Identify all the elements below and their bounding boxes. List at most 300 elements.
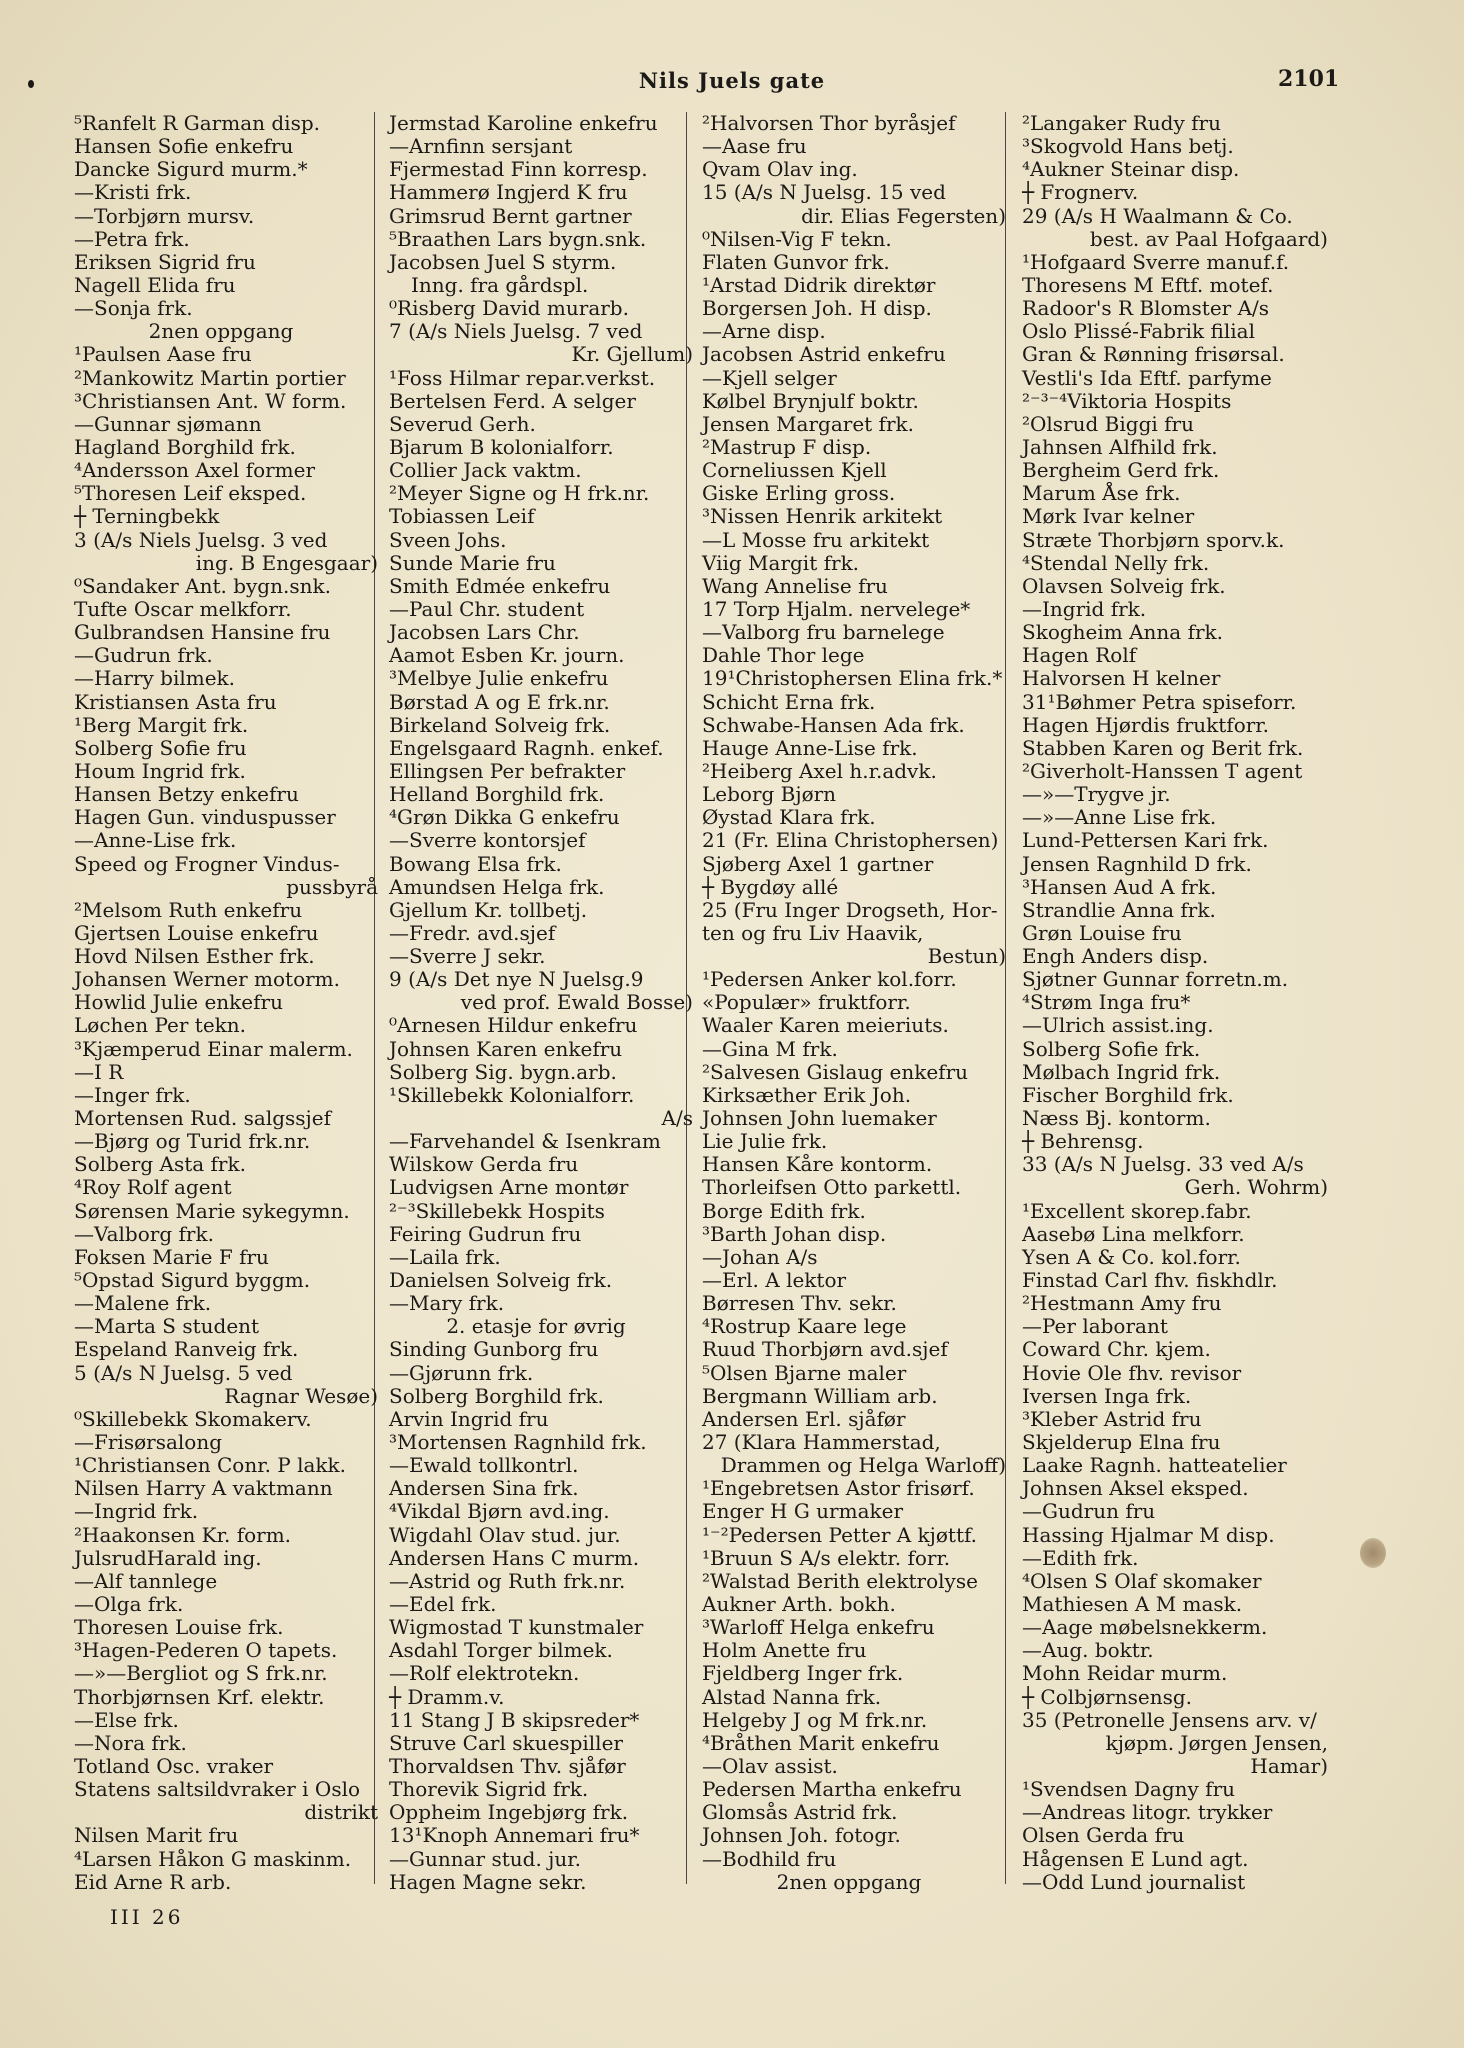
directory-entry: —Aase fru [702,135,807,159]
directory-entry: Coward Chr. kjem. [1022,1338,1211,1362]
directory-entry: Smith Edmée enkefru [389,574,611,598]
directory-entry: Solberg Borghild frk. [389,1384,604,1408]
directory-entry: Bertelsen Ferd. A selger [389,389,636,413]
directory-entry: 3 (A/s Niels Juelsg. 3 ved [74,528,328,552]
directory-entry: ²Walstad Berith elektrolyse [702,1569,978,1593]
paper-stain [1360,1538,1386,1568]
directory-entry: Lund-Pettersen Kari frk. [1022,829,1269,853]
printer-signature: III 26 [110,1905,184,1929]
directory-entry: —Mary frk. [389,1292,505,1316]
directory-entry: —Gina M frk. [702,1037,838,1061]
directory-entry: —Kjell selger [702,366,837,390]
directory-entry: —Sverre J sekr. [389,945,546,969]
directory-entry: Thorleifsen Otto parkettl. [702,1176,962,1200]
directory-entry: Sinding Gunborg fru [389,1338,599,1362]
directory-entry: dir. Elias Fegersten) [801,204,1006,228]
directory-entry: Gran & Rønning frisørsal. [1022,343,1285,367]
directory-entry: ing. B Engesgaar) [195,551,378,575]
directory-entry: —Kristi frk. [74,181,192,205]
directory-entry: —Gunnar sjømann [74,412,262,436]
directory-entry: 15 (A/s N Juelsg. 15 ved [702,181,946,205]
directory-entry: ┼ Dramm.v. [389,1685,505,1709]
directory-entry: —Petra frk. [74,227,190,251]
directory-entry: ⁴Larsen Håkon G maskinm. [74,1847,352,1871]
directory-entry: Thoresen Louise frk. [74,1616,284,1640]
directory-entry: Laake Ragnh. hatteatelier [1022,1454,1287,1478]
directory-entry: ¹Pedersen Anker kol.forr. [702,968,957,992]
directory-entry: Finstad Carl fhv. fiskhdlr. [1022,1269,1278,1293]
directory-entry: Drammen og Helga Warloff) [720,1454,1006,1478]
directory-entry: —I R [74,1060,124,1084]
directory-entry: Asdahl Torger bilmek. [389,1639,613,1663]
directory-entry: ²Heiberg Axel h.r.advk. [702,759,937,783]
directory-entry: Wigdahl Olav stud. jur. [389,1523,621,1547]
directory-entry: Halvorsen H kelner [1022,667,1221,691]
directory-entry: Hansen Kåre kontorm. [702,1153,933,1177]
directory-entry: Stabben Karen og Berit frk. [1022,736,1304,760]
directory-entry: ³Kjæmperud Einar malerm. [74,1037,353,1061]
directory-entry: Thorvaldsen Thv. sjåfør [389,1754,626,1778]
directory-entry: ³Nissen Henrik arkitekt [702,505,943,529]
directory-entry: 2. etasje for øvrig [446,1315,626,1339]
directory-entry: Jacobsen Juel S styrm. [389,250,617,274]
directory-entry: Hammerø Ingjerd K fru [389,181,628,205]
directory-entry: Hovd Nilsen Esther frk. [74,945,315,969]
directory-entry: —»—Trygve jr. [1022,783,1171,807]
directory-entry: —Erl. A lektor [702,1269,847,1293]
directory-entry: ¹Berg Margit frk. [74,713,249,737]
directory-entry: Thorevik Sigrid frk. [389,1778,589,1802]
directory-entry: 13¹Knoph Annemari fru* [389,1824,640,1848]
directory-entry: Gjertsen Louise enkefru [74,921,319,945]
directory-entry: —Arnfinn sersjant [389,135,573,159]
directory-entry: Ludvigsen Arne montør [389,1176,629,1200]
directory-entry: —Edel frk. [389,1593,497,1616]
directory-entry: ⁵Olsen Bjarne maler [702,1361,907,1385]
directory-column-3 [690,112,1008,1892]
directory-entry: —Laila frk. [389,1245,501,1269]
directory-entry: —Bjørg og Turid frk.nr. [74,1130,311,1154]
directory-entry: Oppheim Ingebjørg frk. [389,1801,629,1825]
directory-entry: 9 (A/s Det nye N Juelsg.9 [389,968,644,992]
directory-entry: Gjellum Kr. tollbetj. [389,898,588,922]
directory-entry: Enger H G urmaker [702,1500,904,1524]
directory-entry: Hagen Magne sekr. [389,1870,587,1894]
directory-entry: Amundsen Helga frk. [389,875,605,899]
directory-entry: ¹Skillebekk Kolonialforr. [389,1083,635,1107]
directory-entry: ⁴Andersson Axel former [74,459,316,483]
directory-entry: Strandlie Anna frk. [1022,898,1216,922]
directory-entry: —Alf tannlege [74,1569,218,1593]
directory-entry: Holm Anette fru [702,1639,867,1663]
directory-entry: ²Melsom Ruth enkefru [74,898,303,922]
directory-entry: Hagen Hjørdis fruktforr. [1022,713,1270,737]
directory-entry: ¹Foss Hilmar repar.verkst. [389,366,656,390]
directory-entry: Vestli's Ida Eftf. parfyme [1022,366,1272,390]
directory-entry: —Ingrid frk. [1022,597,1147,621]
directory-entry: Solberg Sofie frk. [1022,1037,1201,1061]
directory-entry: Totland Osc. vraker [74,1754,274,1778]
directory-entry: —Gjørunn frk. [389,1361,534,1385]
directory-entry: ²Giverholt-Hanssen T agent [1022,759,1303,783]
directory-entry: —Malene frk. [74,1292,212,1316]
directory-entry: Nilsen Harry A vaktmann [74,1477,333,1501]
directory-entry: Alstad Nanna frk. [702,1685,882,1709]
directory-entry: ⁵Braathen Lars bygn.snk. [389,227,647,251]
directory-entry: Espeland Ranveig frk. [74,1338,299,1362]
directory-entry: Solberg Sig. bygn.arb. [389,1060,617,1084]
directory-entry: —Astrid og Ruth frk.nr. [389,1569,626,1593]
directory-entry: Lie Julie frk. [702,1130,828,1154]
directory-entry: —»—Anne Lise frk. [1022,806,1217,830]
directory-entry: ⁵Thoresen Leif eksped. [74,482,307,506]
directory-entry: Tufte Oscar melkforr. [74,597,292,621]
directory-entry: Jacobsen Lars Chr. [389,621,580,645]
directory-entry: Fjermestad Finn korresp. [389,158,648,182]
directory-entry: ²⁻³⁻⁴Viktoria Hospits [1022,389,1232,413]
directory-entry: A/s [661,1107,693,1131]
directory-entry: Schwabe-Hansen Ada frk. [702,713,965,737]
directory-column-4 [1010,112,1330,1892]
directory-entry: Radoor's R Blomster A/s [1022,297,1270,321]
directory-entry: ⁰Skillebekk Skomakerv. [74,1407,312,1431]
directory-entry: ten og fru Liv Haavik, [702,921,924,945]
directory-entry: 2nen oppgang [776,1870,922,1894]
directory-entry: Wilskow Gerda fru [389,1153,579,1177]
directory-entry: Hauge Anne-Lise frk. [702,736,918,760]
directory-entry: ²⁻³Skillebekk Hospits [389,1199,605,1223]
directory-entry: Stræte Thorbjørn sporv.k. [1022,528,1285,552]
directory-entry: ⁰Risberg David murarb. [389,297,629,321]
directory-entry: Eid Arne R arb. [74,1870,232,1894]
directory-entry: Sunde Marie fru [389,551,556,575]
directory-entry: Bergheim Gerd frk. [1022,459,1220,483]
directory-entry: —Bodhild fru [702,1847,837,1871]
directory-entry: Dancke Sigurd murm.* [74,158,308,182]
directory-entry: Hassing Hjalmar M disp. [1022,1523,1275,1547]
directory-entry: Statens saltsildvraker i Oslo [74,1778,361,1802]
directory-entry: ┼ Colbjørnsensg. [1022,1685,1193,1709]
directory-entry: —»—Bergliot og S frk.nr. [74,1662,328,1686]
directory-entry: ⁴Aukner Steinar disp. [1022,158,1240,182]
directory-entry: ⁵Opstad Sigurd byggm. [74,1269,311,1293]
directory-entry: —Odd Lund journalist [1022,1870,1246,1894]
directory-entry: Arvin Ingrid fru [389,1407,549,1431]
directory-entry: ³Kleber Astrid fru [1022,1407,1202,1431]
directory-entry: Borge Edith frk. [702,1199,866,1223]
directory-entry: ¹Arstad Didrik direktør [702,273,936,297]
directory-entry: Mørk Ivar kelner [1022,505,1195,529]
directory-entry: Olavsen Solveig frk. [1022,574,1226,598]
directory-entry: Bowang Elsa frk. [389,852,562,876]
directory-entry: ²Meyer Signe og H frk.nr. [389,482,650,506]
directory-entry: Hansen Sofie enkefru [74,135,294,159]
directory-column-1 [62,112,380,1892]
directory-entry: ┼ Behrensg. [1022,1130,1144,1154]
directory-entry: —Gudrun frk. [74,644,213,668]
directory-entry: Dahle Thor lege [702,644,865,668]
directory-entry: Tobiassen Leif [389,505,535,529]
directory-entry: Engh Anders disp. [1022,945,1209,969]
directory-entry: Qvam Olav ing. [702,158,858,182]
directory-entry: Severud Gerh. [389,412,536,436]
directory-entry: —Olav assist. [702,1754,838,1778]
directory-entry: best. av Paal Hofgaard) [1089,227,1328,251]
directory-entry: 11 Stang J B skipsreder* [389,1708,640,1732]
directory-entry: —Ewald tollkontrl. [389,1454,579,1478]
directory-entry: Hamar) [1250,1754,1328,1778]
directory-entry: Danielsen Solveig frk. [389,1269,613,1293]
directory-entry: ¹Paulsen Aase fru [74,343,252,367]
directory-entry: Jensen Ragnhild D frk. [1022,852,1252,876]
directory-entry: Johansen Werner motorm. [74,968,341,992]
directory-entry: ³Christiansen Ant. W form. [74,389,347,413]
directory-entry: Johnsen Karen enkefru [389,1037,623,1061]
directory-entry: ⁴Vikdal Bjørn avd.ing. [389,1500,610,1524]
directory-entry: 29 (A/s H Waalmann & Co. [1022,204,1293,228]
directory-entry: Jacobsen Astrid enkefru [702,343,946,367]
directory-entry: —Rolf elektrotekn. [389,1662,580,1686]
directory-entry: Bestun) [927,945,1006,969]
directory-entry: Skogheim Anna frk. [1022,621,1224,645]
directory-entry: Kristiansen Asta fru [74,690,277,714]
directory-entry: 17 Torp Hjalm. nervelege* [702,597,971,621]
directory-entry: Ysen A & Co. kol.forr. [1022,1245,1241,1269]
directory-entry: ⁴Strøm Inga fru* [1022,991,1191,1015]
directory-entry: Olsen Gerda fru [1022,1824,1185,1848]
directory-entry: Jermstad Karoline enkefru [389,112,658,135]
directory-entry: Hovie Ole fhv. revisor [1022,1361,1242,1385]
directory-entry: ⁴Bråthen Marit enkefru [702,1731,940,1755]
directory-entry: Helland Borghild frk. [389,783,605,807]
directory-entry: ¹⁻²Pedersen Petter A kjøttf. [702,1523,978,1547]
directory-entry: ⁰Sandaker Ant. bygn.snk. [74,574,331,598]
directory-entry: Houm Ingrid frk. [74,759,246,783]
directory-entry: ¹Bruun S A/s elektr. forr. [702,1546,951,1570]
page-number: 2101 [1278,66,1340,92]
directory-entry: Øystad Klara frk. [702,806,876,830]
directory-entry: ⁴Stendal Nelly frk. [1022,551,1210,575]
directory-entry: Skjelderup Elna fru [1022,1431,1221,1455]
directory-entry: ⁴Roy Rolf agent [74,1176,232,1200]
directory-entry: ⁵Ranfelt R Garman disp. [74,112,320,135]
directory-entry: Iversen Inga frk. [1022,1384,1192,1408]
directory-entry: Wigmostad T kunstmaler [389,1616,644,1640]
directory-entry: ³Hagen-Pederen O tapets. [74,1639,338,1663]
directory-entry: —Farvehandel & Isenkram [389,1130,661,1154]
directory-entry: Aamot Esben Kr. journ. [389,644,625,668]
directory-entry: Sjøberg Axel 1 gartner [702,852,934,876]
directory-entry: Waaler Karen meieriuts. [702,1014,949,1038]
directory-entry: —Olga frk. [74,1593,184,1616]
directory-entry: —Valborg frk. [74,1222,214,1246]
directory-entry: Mathiesen A M mask. [1022,1593,1243,1616]
directory-entry: Ruud Thorbjørn avd.sjef [702,1338,948,1362]
directory-entry: Gulbrandsen Hansine fru [74,621,331,645]
directory-entry: Corneliussen Kjell [702,459,887,483]
directory-entry: —Valborg fru barnelege [702,621,945,645]
directory-entry: Solberg Sofie fru [74,736,247,760]
directory-entry: 27 (Klara Hammerstad, [702,1431,941,1455]
directory-entry: Borgersen Joh. H disp. [702,297,932,321]
directory-entry: ²Langaker Rudy fru [1022,112,1221,135]
directory-entry: Gerh. Wohrm) [1184,1176,1328,1200]
directory-entry: Andersen Erl. sjåfør [702,1407,906,1431]
directory-entry: Jensen Margaret frk. [702,412,914,436]
directory-entry: ³Hansen Aud A frk. [1022,875,1217,899]
directory-entry: —Torbjørn mursv. [74,204,255,228]
directory-entry: ┼ Bygdøy allé [702,875,839,899]
directory-entry: ¹Hofgaard Sverre manuf.f. [1022,250,1290,274]
directory-entry: —Sonja frk. [74,297,193,321]
directory-entry: ¹Excellent skorep.fabr. [1022,1199,1252,1223]
directory-entry: ved prof. Ewald Bosse) [460,991,693,1015]
directory-entry: JulsrudHarald ing. [74,1546,262,1570]
directory-entry: ²Halvorsen Thor byråsjef [702,112,956,135]
directory-entry: Hagen Gun. vinduspusser [74,806,336,830]
directory-entry: —Per laborant [1022,1315,1168,1339]
directory-entry: 7 (A/s Niels Juelsg. 7 ved [389,320,643,344]
directory-entry: —Nora frk. [74,1731,187,1755]
directory-entry: —Ulrich assist.ing. [1022,1014,1214,1038]
directory-entry: Aasebø Lina melkforr. [1022,1222,1245,1246]
directory-entry: 21 (Fr. Elina Christophersen) [702,829,999,853]
directory-entry: Hagen Rolf [1022,644,1137,668]
directory-entry: ²Haakonsen Kr. form. [74,1523,292,1547]
directory-entry: ⁴Grøn Dikka G enkefru [389,806,620,830]
directory-entry: Solberg Asta frk. [74,1153,246,1177]
directory-entry: «Populær» fruktforr. [702,991,911,1015]
directory-entry: pussbyrå [286,875,378,899]
directory-entry: —Marta S student [74,1315,260,1339]
directory-entry: ³Warloff Helga enkefru [702,1616,935,1640]
directory-entry: Ragnar Wesøe) [224,1384,378,1408]
directory-entry: Thorbjørnsen Krf. elektr. [74,1685,325,1709]
directory-entry: Hagland Borghild frk. [74,435,296,459]
directory-entry: Glomsås Astrid frk. [702,1801,898,1825]
directory-entry: Børresen Thv. sekr. [702,1292,897,1316]
directory-entry: Sveen Johs. [389,528,507,552]
directory-entry: ¹Christiansen Conr. P lakk. [74,1454,347,1478]
directory-entry: ³Mortensen Ragnhild frk. [389,1431,647,1455]
directory-entry: Jahnsen Alfhild frk. [1022,435,1218,459]
directory-entry: Mohn Reidar murm. [1022,1662,1228,1686]
directory-entry: 35 (Petronelle Jensens arv. v/ [1022,1708,1317,1732]
directory-entry: Flaten Gunvor frk. [702,250,890,274]
directory-entry: Kr. Gjellum) [571,343,693,367]
directory-entry: Næss Bj. kontorm. [1022,1107,1211,1131]
directory-entry: ²Olsrud Biggi fru [1022,412,1194,436]
directory-entry: —Aage møbelsnekkerm. [1022,1616,1268,1640]
directory-entry: ³Melbye Julie enkefru [389,667,609,691]
directory-entry: Andersen Hans C murm. [389,1546,640,1570]
directory-entry: Nilsen Marit fru [74,1824,239,1848]
directory-entry: Inng. fra gårdspl. [411,273,589,297]
directory-entry: 31¹Bøhmer Petra spiseforr. [1022,690,1297,714]
directory-entry: Howlid Julie enkefru [74,991,283,1015]
directory-entry: ┼ Frognerv. [1022,181,1139,205]
directory-entry: —Fredr. avd.sjef [389,921,556,945]
directory-entry: Andersen Sina frk. [389,1477,579,1501]
directory-entry: —Edith frk. [1022,1546,1139,1570]
directory-entry: 25 (Fru Inger Drogseth, Hor- [702,898,998,922]
directory-entry: —Paul Chr. student [389,597,585,621]
directory-entry: Eriksen Sigrid fru [74,250,256,274]
directory-entry: Sørensen Marie sykegymn. [74,1199,350,1223]
directory-entry: —L Mosse fru arkitekt [702,528,930,552]
directory-entry: —Arne disp. [702,320,826,344]
directory-entry: Johnsen Aksel eksped. [1022,1477,1249,1501]
directory-entry: kjøpm. Jørgen Jensen, [1105,1731,1328,1755]
directory-entry: —Sverre kontorsjef [389,829,586,853]
directory-entry: Birkeland Solveig frk. [389,713,611,737]
directory-entry: —Gunnar stud. jur. [389,1847,581,1871]
directory-entry: —Anne-Lise frk. [74,829,237,853]
directory-column-2 [377,112,695,1892]
directory-entry: Hågensen E Lund agt. [1022,1847,1249,1871]
directory-entry: ⁰Arnesen Hildur enkefru [389,1014,638,1038]
directory-entry: —Gudrun fru [1022,1500,1156,1524]
directory-entry: Nagell Elida fru [74,273,236,297]
directory-entry: Hansen Betzy enkefru [74,783,299,807]
directory-entry: ┼ Terningbekk [74,505,220,529]
directory-entry: Giske Erling gross. [702,482,896,506]
directory-entry: ²Mankowitz Martin portier [74,366,346,390]
directory-entry: ¹Engebretsen Astor frisørf. [702,1477,975,1501]
directory-entry: ³Barth Johan disp. [702,1222,887,1246]
directory-entry: ²Mastrup F disp. [702,435,872,459]
directory-entry: Feiring Gudrun fru [389,1222,582,1246]
directory-entry: Oslo Plissé-Fabrik filial [1022,320,1255,344]
directory-entry: —Frisørsalong [74,1431,223,1455]
directory-entry: 5 (A/s N Juelsg. 5 ved [74,1361,293,1385]
directory-entry: Sjøtner Gunnar forretn.m. [1022,968,1289,992]
directory-entry: Mølbach Ingrid frk. [1022,1060,1221,1084]
directory-entry: ²Salvesen Gislaug enkefru [702,1060,969,1084]
directory-entry: —Ingrid frk. [74,1500,199,1524]
directory-entry: ⁴Rostrup Kaare lege [702,1315,907,1339]
directory-entry: distrikt [304,1801,378,1825]
directory-entry: Løchen Per tekn. [74,1014,247,1038]
directory-entry: Aukner Arth. bokh. [702,1593,896,1616]
directory-entry: Bergmann William arb. [702,1384,938,1408]
directory-entry: Johnsen John luemaker [702,1107,937,1131]
directory-entry: Fjeldberg Inger frk. [702,1662,904,1686]
directory-entry: ²Hestmann Amy fru [1022,1292,1222,1316]
directory-entry: Collier Jack vaktm. [389,459,582,483]
directory-entry: Kirksæther Erik Joh. [702,1083,912,1107]
directory-entry: ⁴Olsen S Olaf skomaker [1022,1569,1262,1593]
directory-entry: —Aug. boktr. [1022,1639,1154,1663]
directory-entry: —Inger frk. [74,1083,191,1107]
directory-entry: Ellingsen Per befrakter [389,759,626,783]
directory-entry: 33 (A/s N Juelsg. 33 ved A/s [1022,1153,1304,1177]
directory-entry: Pedersen Martha enkefru [702,1778,962,1802]
directory-entry: 19¹Christophersen Elina frk.* [702,667,1003,691]
directory-entry: Speed og Frogner Vindus- [74,852,340,876]
directory-entry: Johnsen Joh. fotogr. [702,1824,901,1848]
directory-entry: Engelsgaard Ragnh. enkef. [389,736,664,760]
directory-entry: —Johan A/s [702,1245,818,1269]
directory-entry: ⁰Nilsen-Vig F tekn. [702,227,892,251]
directory-entry: 2nen oppgang [148,320,294,344]
directory-entry: Viig Margit frk. [702,551,860,575]
directory-entry: Helgeby J og M frk.nr. [702,1708,928,1732]
directory-entry: Grøn Louise fru [1022,921,1182,945]
directory-entry: Struve Carl skuespiller [389,1731,623,1755]
directory-entry: Børstad A og E frk.nr. [389,690,610,714]
directory-entry: —Harry bilmek. [74,667,236,691]
